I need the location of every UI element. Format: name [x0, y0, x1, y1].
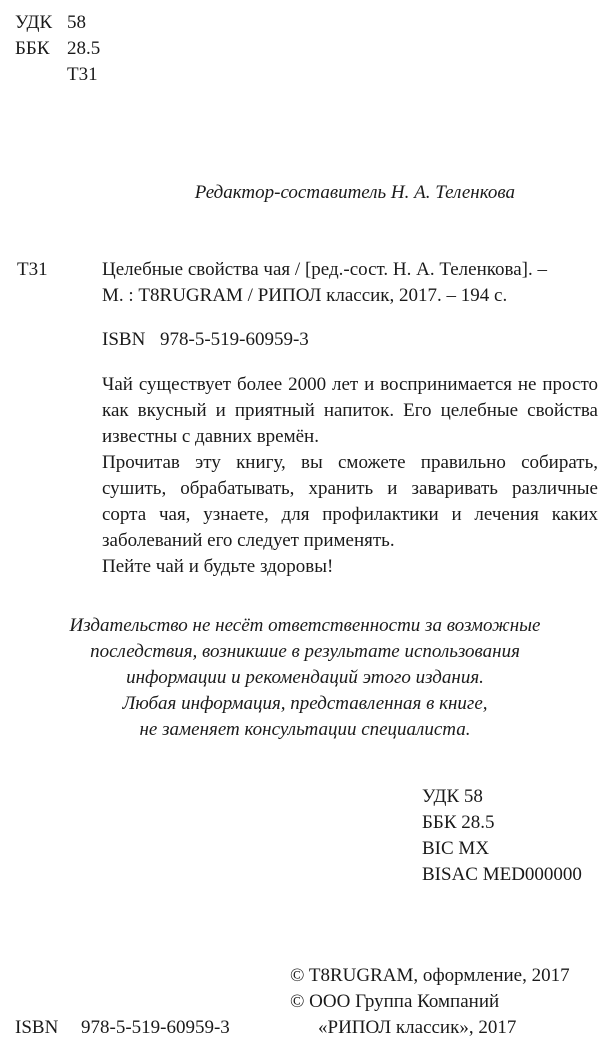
annotation-paragraph-2: Прочитав эту книгу, вы сможете правильно собирать, сушить, обрабатывать, хранить и заваривать различные сорта чая, узнаете, для профилактики и лечения каких заболеваний его следует применять.: [102, 452, 598, 551]
udk-value: 58: [67, 12, 86, 33]
isbn-main-label: ISBN: [102, 329, 146, 350]
disclaimer-line-5: не заменяет консультации специалиста.: [139, 719, 471, 740]
classification-bottom-line-2: ББК 28.5: [422, 812, 495, 833]
isbn-main: [102, 327, 309, 353]
disclaimer-line-3: информации и рекомендаций этого издания.: [126, 667, 484, 688]
disclaimer-line-4: Любая информация, представленная в книге,: [122, 693, 488, 714]
classification-bottom-line-1: УДК 58: [422, 786, 483, 807]
isbn-bottom: [15, 1015, 230, 1041]
catalog-line-2: М. : T8RUGRAM / РИПОЛ классик, 2017. – 194 с.: [102, 285, 508, 306]
author-mark: Т31: [67, 64, 98, 85]
copyright-line-2: © ООО Группа Компаний: [290, 991, 500, 1012]
isbn-main-value: 978-5-519-60959-3: [160, 329, 309, 350]
copyright-line-3: «РИПОЛ классик», 2017: [318, 1017, 517, 1038]
annotation: [102, 372, 598, 580]
copyright-block: [290, 963, 598, 1041]
catalog-code: Т31: [17, 259, 48, 280]
classification-bottom-line-3: BIC MX: [422, 838, 490, 859]
classification-bottom-line-4: BISAC MED000000: [422, 864, 582, 885]
isbn-bottom-label: ISBN: [15, 1017, 59, 1038]
bbk-label: ББК: [15, 38, 50, 59]
catalog-line-1: Целебные свойства чая / [ред.-сост. Н. А. Теленкова]. –: [102, 259, 547, 280]
classification-top: [15, 10, 155, 88]
editor-line: Редактор-составитель Н. А. Теленкова: [194, 182, 515, 203]
annotation-paragraph-1: Чай существует более 2000 лет и воспринимается не просто как вкусный и приятный напиток. Его целебные свойства известны с давних времён.: [102, 374, 598, 447]
author-mark-row: [15, 62, 155, 88]
disclaimer: [20, 613, 590, 743]
bbk-row: [15, 36, 155, 62]
isbn-bottom-value: 978-5-519-60959-3: [81, 1017, 230, 1038]
disclaimer-line-2: последствия, возникшие в результате использования: [90, 641, 520, 662]
catalog-entry: [102, 257, 597, 283]
bbk-value: 28.5: [67, 38, 101, 59]
classification-bottom: [422, 784, 602, 888]
udk-label: УДК: [15, 12, 53, 33]
copyright-line-1: © T8RUGRAM, оформление, 2017: [290, 965, 570, 986]
disclaimer-line-1: Издательство не несёт ответственности за возможные: [69, 615, 541, 636]
annotation-paragraph-3: Пейте чай и будьте здоровы!: [102, 556, 334, 577]
udk-row: [15, 10, 155, 36]
